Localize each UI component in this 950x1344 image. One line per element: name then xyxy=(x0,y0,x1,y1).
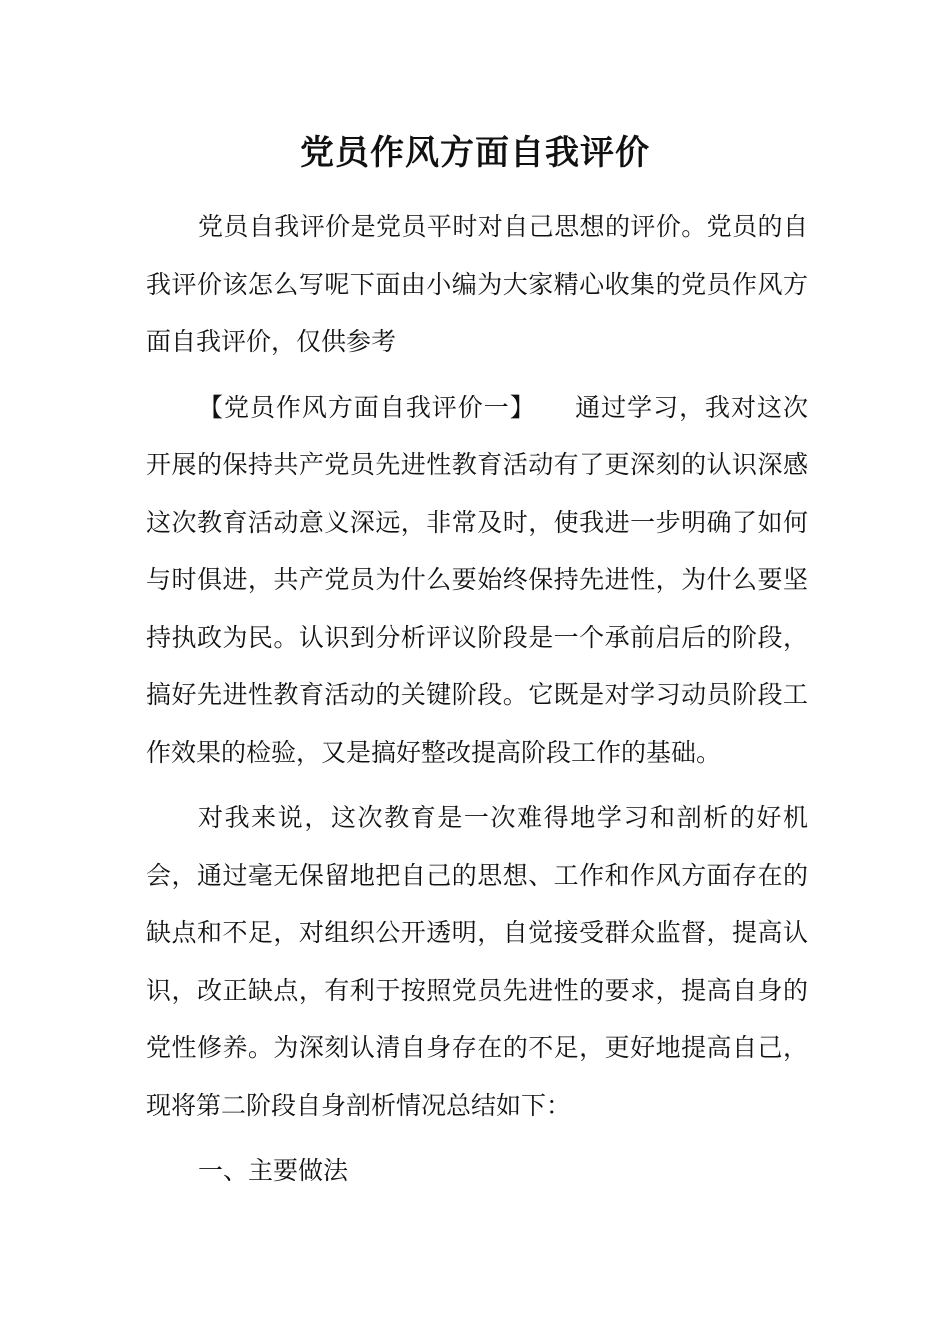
main-methods-heading: 一、主要做法 xyxy=(198,1156,349,1185)
document-title: 党员作风方面自我评价 xyxy=(300,133,650,173)
document-body xyxy=(146,198,808,1200)
paragraph-spacer xyxy=(146,1134,808,1142)
section-one-paragraph: 【党员作风方面自我评价一】 通过学习，我对这次开展的保持共产党员先进性教育活动有了更深刻的认识深感这次教育活动意义深远，非常及时，使我进一步明确了如何与时俱进，共产党员为什么要始终保持先进性，为什么要坚持执政为民。认识到分析评议阶段是一个承前启后的阶段，搞好先进性教育活动的关键阶段。它既是对学习动员阶段工作效果的检验，又是搞好整改提高阶段工作的基础。 xyxy=(146,392,808,767)
reflection-paragraph: 对我来说，这次教育是一次难得地学习和剖析的好机会，通过毫无保留地把自己的思想、工作和作风方面存在的缺点和不足，对组织公开透明，自觉接受群众监督，提高认识，改正缺点，有利于按照党员先进性的要求，提高自身的党性修养。为深刻认清自身存在的不足，更好地提高自己，现将第二阶段自身剖析情况总结如下： xyxy=(146,803,808,1120)
paragraph-spacer xyxy=(146,781,808,789)
intro-paragraph: 党员自我评价是党员平时对自己思想的评价。党员的自我评价该怎么写呢下面由小编为大家精心收集的党员作风方面自我评价，仅供参考 xyxy=(146,212,808,356)
paragraph-spacer xyxy=(146,371,808,379)
